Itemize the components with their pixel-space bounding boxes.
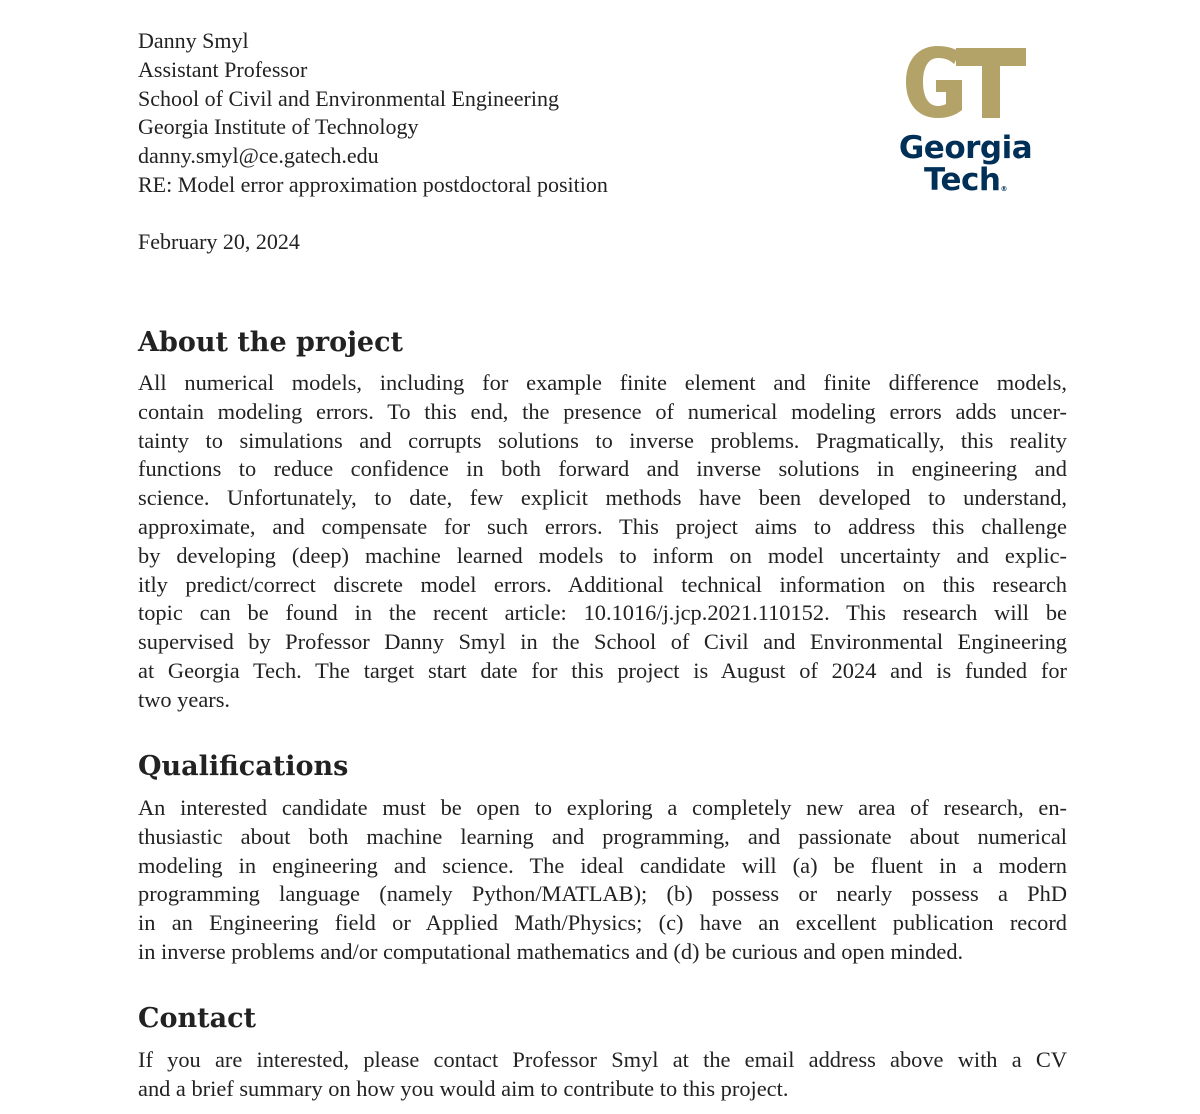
paragraph-line: programming language (namely Python/MATLAB); (b) possess or nearly possess a PhD: [138, 881, 1067, 907]
paragraph-line: thusiastic about both machine learning and programming, and passionate about numerical: [138, 823, 1067, 849]
sender-title: Assistant Professor: [138, 56, 308, 82]
paragraph-line: An interested candidate must be open to exploring a completely new area of research, en-: [138, 795, 1067, 820]
paragraph-line: contain modeling errors. To this end, the presence of numerical modeling errors adds uncer-: [138, 398, 1067, 424]
paragraph-line: science. Unfortunately, to date, few explicit methods have been developed to understand,: [138, 485, 1067, 511]
paragraph-line: supervised by Professor Danny Smyl in the School of Civil and Environmental Engineering: [138, 629, 1067, 655]
heading-about: About the project: [138, 327, 403, 358]
paragraph-line: itly predict/correct discrete model errors. Additional technical information on this research: [138, 571, 1067, 597]
logo-word-georgia: Georgia: [898, 130, 1033, 166]
heading-contact: Contact: [138, 1003, 257, 1034]
paragraph-contact: [138, 1046, 1067, 1104]
sender-name: Danny Smyl: [138, 28, 249, 53]
paragraph-line: All numerical models, including for example finite element and finite difference models,: [138, 370, 1067, 395]
logo-word-tech: [898, 164, 1033, 204]
paragraph-line: If you are interested, please contact Professor Smyl at the email address above with a CV: [138, 1047, 1067, 1072]
paragraph-qualifications: [138, 794, 1067, 967]
paragraph-line: tainty to simulations and corrupts solutions to inverse problems. Pragmatically, this reality: [138, 427, 1067, 453]
paragraph-line: and a brief summary on how you would aim to contribute to this project.: [138, 1075, 789, 1101]
paragraph-line: two years.: [138, 686, 231, 712]
sender-school: School of Civil and Environmental Engineering: [138, 85, 559, 111]
registered-mark: ®: [1000, 185, 1007, 193]
gt-monogram-icon: [904, 44, 1028, 122]
paragraph-line: approximate, and compensate for such errors. This project aims to address this challenge: [138, 513, 1067, 539]
logo-word-tech-text: Tech: [924, 162, 1001, 198]
paragraph-line: in inverse problems and/or computational mathematics and (d) be curious and open minded.: [138, 938, 964, 964]
letter-date: February 20, 2024: [138, 229, 300, 254]
letter-subject: RE: Model error approximation postdoctoral position: [138, 171, 608, 197]
heading-qualifications: Qualifications: [138, 751, 349, 782]
paragraph-line: by developing (deep) machine learned models to inform on model uncertainty and explic-: [138, 542, 1067, 568]
paragraph-line: at Georgia Tech. The target start date for this project is August of 2024 and is funded for: [138, 657, 1067, 683]
sender-institution: Georgia Institute of Technology: [138, 114, 419, 140]
paragraph-line: functions to reduce confidence in both forward and inverse solutions in engineering and: [138, 456, 1067, 482]
georgia-tech-logo: [898, 40, 1033, 200]
paragraph-about: [138, 369, 1067, 715]
paragraph-line: in an Engineering field or Applied Math/Physics; (c) have an excellent publication record: [138, 910, 1067, 936]
letter-header: [138, 27, 838, 200]
sender-email: danny.smyl@ce.gatech.edu: [138, 143, 379, 169]
paragraph-line: modeling in engineering and science. The ideal candidate will (a) be fluent in a modern: [138, 852, 1067, 878]
paragraph-line: topic can be found in the recent article: 10.1016/j.jcp.2021.110152. This research will be: [138, 600, 1067, 626]
